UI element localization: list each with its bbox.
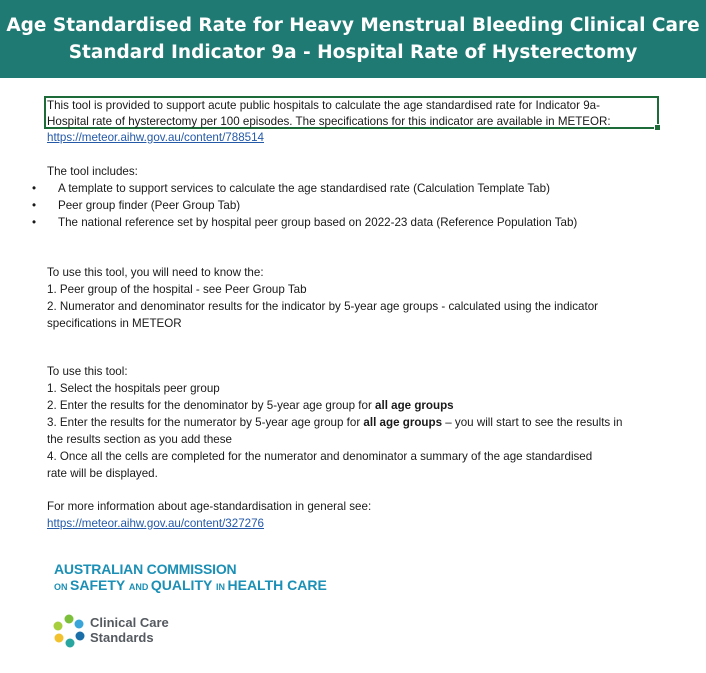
more-info-text: For more information about age-standardisation in general see:: [47, 500, 372, 513]
logo-and: AND: [128, 582, 151, 592]
bullet-icon: •: [32, 199, 37, 212]
bullet-icon: •: [32, 216, 37, 229]
ccs-logo-line2: Standards: [90, 630, 154, 645]
logo-quality: QUALITY: [150, 577, 213, 593]
ccs-ring-icon: [52, 614, 86, 648]
commission-logo-line2: [54, 577, 327, 595]
step-3-bold: all age groups: [363, 416, 443, 429]
page-header: [0, 0, 706, 78]
intro-line1: This tool is provided to support acute public hospitals to calculate the age standardised rate for Indicator 9a-: [47, 99, 600, 112]
step-3-post: – you will start to see the results in: [442, 416, 623, 429]
need-item-2-line1: 2. Numerator and denominator results for the indicator by 5-year age groups - calculated using the indicator: [47, 300, 599, 313]
step-3: [47, 414, 622, 431]
ccs-logo-text: [90, 615, 169, 645]
intro-line2: Hospital rate of hysterectomy per 100 episodes. The specifications for this indicator are available in METEOR:: [47, 115, 611, 128]
meteor-link-327276[interactable]: https://meteor.aihw.gov.au/content/327276: [47, 517, 264, 530]
clinical-care-standards-logo: [52, 614, 169, 653]
step-1: 1. Select the hospitals peer group: [47, 382, 220, 395]
page-title-line2: Standard Indicator 9a - Hospital Rate of Hysterectomy: [68, 42, 638, 63]
step-3-line2: the results section as you add these: [47, 433, 232, 446]
bullet-icon: •: [32, 182, 37, 195]
page-title-line1: Age Standardised Rate for Heavy Menstrual Bleeding Clinical Care: [6, 15, 700, 36]
commission-logo-line1: AUSTRALIAN COMMISSION: [54, 561, 237, 577]
step-2: [47, 397, 454, 414]
logo-health-care: HEALTH CARE: [227, 577, 327, 593]
logo-in: IN: [215, 582, 228, 592]
step-4-line2: rate will be displayed.: [47, 467, 158, 480]
includes-item-2: Peer group finder (Peer Group Tab): [58, 199, 241, 212]
step-4-line1: 4. Once all the cells are completed for the numerator and denominator a summary of the age standardised: [47, 450, 593, 463]
logo-on: ON: [54, 582, 71, 592]
need-heading: To use this tool, you will need to know the:: [47, 266, 264, 279]
includes-item-3: The national reference set by hospital peer group based on 2022-23 data (Reference Population Tab): [58, 216, 578, 229]
ccs-logo-line1: Clinical Care: [90, 615, 169, 630]
steps-heading: To use this tool:: [47, 365, 128, 378]
step-3-text: 3. Enter the results for the numerator by 5-year age group for: [47, 416, 364, 429]
need-item-1: 1. Peer group of the hospital - see Peer Group Tab: [47, 283, 307, 296]
meteor-link-788514[interactable]: https://meteor.aihw.gov.au/content/788514: [47, 131, 264, 144]
step-2-text: 2. Enter the results for the denominator by 5-year age group for: [47, 399, 376, 412]
includes-heading: The tool includes:: [47, 165, 138, 178]
fill-handle[interactable]: [654, 124, 661, 131]
step-2-bold: all age groups: [375, 399, 454, 412]
need-item-2-line2: specifications in METEOR: [47, 317, 182, 330]
commission-logo: [54, 561, 327, 595]
includes-item-1: A template to support services to calculate the age standardised rate (Calculation Template Tab): [58, 182, 550, 195]
logo-safety: SAFETY: [70, 577, 125, 593]
